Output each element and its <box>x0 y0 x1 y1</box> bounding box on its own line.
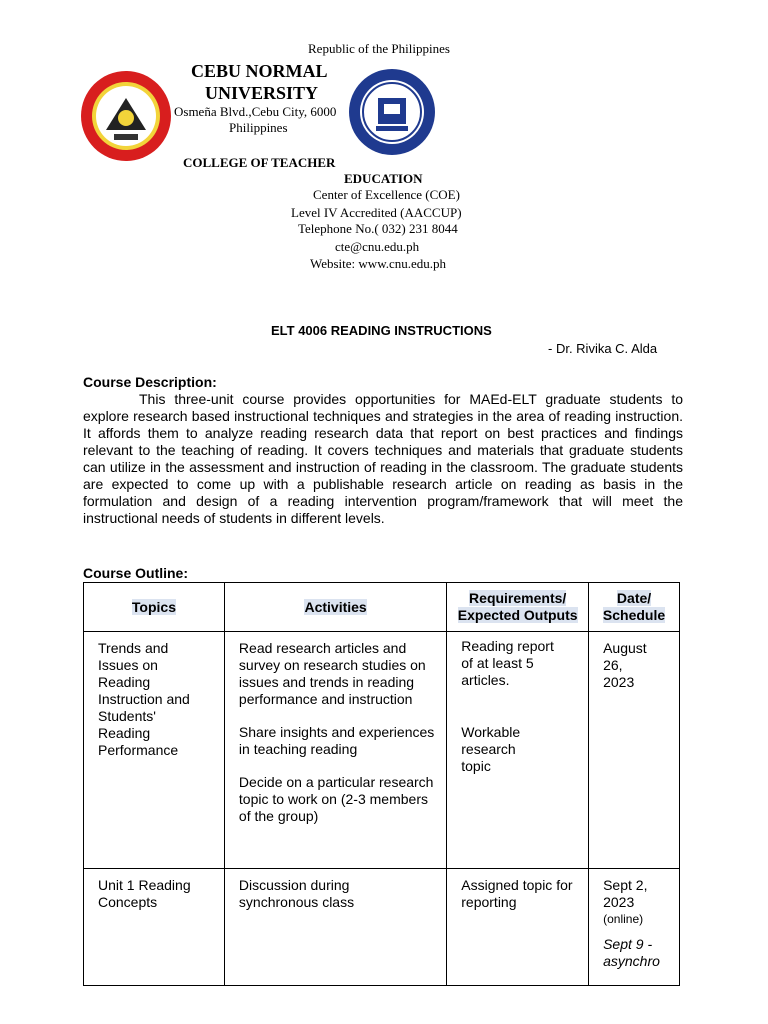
activity-item: Discussion during synchronous class <box>238 877 355 910</box>
topic-text: Trends and Issues on Reading Instruction and Students' Reading Performance <box>98 640 190 758</box>
course-description-heading: Course Description: <box>83 374 217 390</box>
requirement-item: Workable research topic <box>461 724 521 774</box>
activity-item: Decide on a particular research topic to work on (2-3 members of the group) <box>238 774 434 824</box>
university-name-line2: UNIVERSITY <box>205 83 319 103</box>
activity-item: Share insights and experiences in teaching reading <box>238 724 435 757</box>
date-cell <box>589 869 680 986</box>
column-header-topics: Topics <box>84 583 225 632</box>
topic-cell <box>84 869 225 986</box>
topic-cell <box>84 632 225 869</box>
accreditation-label: Level IV Accredited (AACCUP) <box>291 205 462 220</box>
college-name-line2: EDUCATION <box>344 171 423 186</box>
activities-cell <box>224 869 446 986</box>
address-line1: Osmeña Blvd.,Cebu City, 6000 <box>174 104 337 119</box>
table-row <box>84 632 680 869</box>
requirements-cell <box>447 632 589 869</box>
course-title: ELT 4006 READING INSTRUCTIONS <box>271 323 492 338</box>
date-line: Sept 2, <box>603 877 648 893</box>
table-header-row <box>84 583 680 632</box>
date-note: (online) <box>603 912 644 926</box>
requirement-item: Reading report of at least 5 articles. <box>461 638 554 688</box>
date-cell <box>589 632 680 869</box>
requirements-cell <box>447 869 589 986</box>
university-name-line1: CEBU NORMAL <box>191 61 328 81</box>
activity-item: Read research articles and survey on research studies on issues and trends in reading performance and instruction <box>238 640 426 707</box>
course-author: - Dr. Rivika C. Alda <box>548 341 658 356</box>
date-extra: Sept 9 - asynchro <box>603 936 660 969</box>
date-line: 26, <box>603 657 623 673</box>
requirement-item: Assigned topic for reporting <box>461 877 573 910</box>
table-row <box>84 869 680 986</box>
activities-cell <box>224 632 446 869</box>
column-header-date: Date/ Schedule <box>589 583 680 632</box>
column-header-activities: Activities <box>224 583 446 632</box>
cebu-normal-university-seal-logo <box>80 70 172 162</box>
address-line2: Philippines <box>229 120 288 135</box>
website-label: Website: www.cnu.edu.ph <box>310 256 447 271</box>
coe-label: Center of Excellence (COE) <box>313 187 460 202</box>
college-name-line1: COLLEGE OF TEACHER <box>183 155 336 170</box>
email-label: cte@cnu.edu.ph <box>335 239 420 254</box>
telephone-label: Telephone No.( 032) 231 8044 <box>298 221 458 236</box>
date-line: 2023 <box>603 894 635 910</box>
course-description-text: This three-unit course provides opportunities for MAEd-ELT graduate students to explore research based instructional techniques and strategies in the area of reading instruction. It affords them to analyze reading research data that report on best practices and findings relevant to the teaching of reading. It covers techniques and materials that graduate students can utilize in the assessment and instruction of reading in the classroom. The graduate students are expected to come up with a publishable research article on reading as basis in the formulation and design of a reading intervention program/framework that will meet the instructional needs of students in different levels. <box>83 391 683 526</box>
topic-text: Unit 1 Reading Concepts <box>98 877 191 910</box>
column-header-requirements: Requirements/ Expected Outputs <box>447 583 589 632</box>
republic-label: Republic of the Philippines <box>308 41 450 56</box>
course-outline-heading: Course Outline: <box>83 565 189 581</box>
date-line: August <box>603 640 647 656</box>
date-line: 2023 <box>603 674 635 690</box>
course-outline-table <box>83 582 680 986</box>
college-of-teacher-education-logo <box>348 68 436 156</box>
